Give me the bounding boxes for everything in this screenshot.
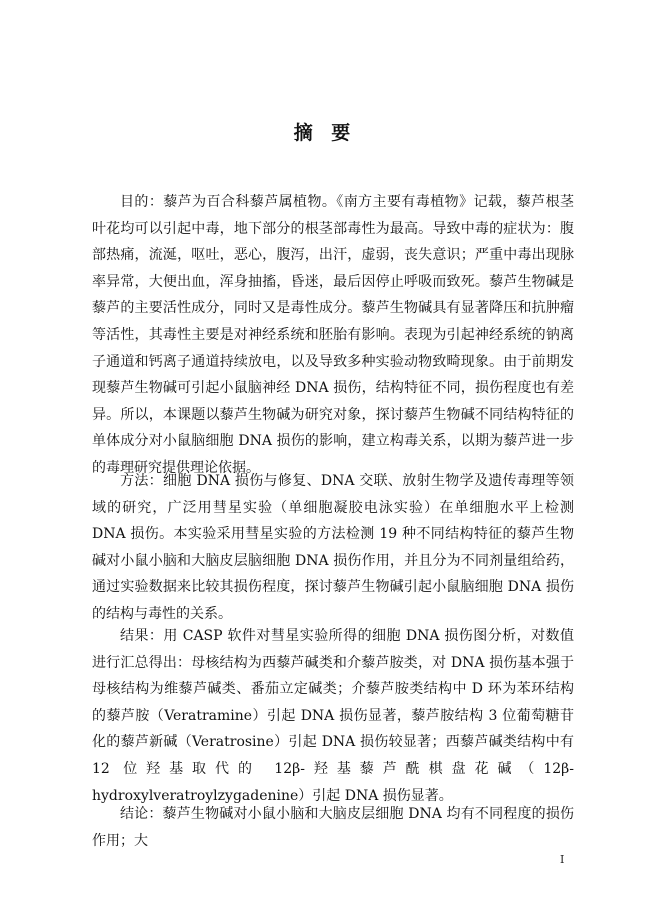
paragraph-result: 结果：用 CASP 软件对彗星实验所得的细胞 DNA 损伤图分析，对数值进行汇总得出：母核结构为西藜芦碱类和介藜芦胺类，对 DNA 损伤基本强于母核结构为维藜芦碱类、番茄立定碱类；介藜芦胺类结构中 D 环为苯环结构的藜芦胺（Veratramine）引起 DNA 损伤显著，藜芦胺结构 3 位葡萄糖苷化的藜芦新碱（Veratrosine）引起 DNA 损伤较显著；西藜芦碱类结构中有 12 位羟基取代的 12β-羟基藜芦酰棋盘花碱（12β-hydroxylveratroylzygadenine）引起 DNA 损伤显著。 (92, 628, 574, 804)
paragraph-objective: 目的：藜芦为百合科藜芦属植物。《南方主要有毒植物》记载，藜芦根茎叶花均可以引起中毒，地下部分的根茎部毒性为最高。导致中毒的症状为：腹部热痛，流涎，呕吐，恶心，腹泻，出汗，虚弱，丧失意识；严重中毒出现脉率异常，大便出血，浑身抽搐，昏迷，最后因停止呼吸而致死。藜芦生物碱是藜芦的主要活性成分，同时又是毒性成分。藜芦生物碱具有显著降压和抗肿瘤等活性，其毒性主要是对神经系统和胚胎有影响。表现为引起神经系统的钠离子通道和钙离子通道持续放电，以及导致多种实验动物致畸现象。由于前期发现藜芦生物碱可引起小鼠脑神经 DNA 损伤，结构特征不同，损伤程度也有差异。所以，本课题以藜芦生物碱为研究对象，探讨藜芦生物碱不同结构特征的单体成分对小鼠脑细胞 DNA 损伤的影响，建立构毒关系，以期为藜芦进一步的毒理研究提供理论依据。 (92, 194, 574, 476)
page-title: 摘 要 (293, 122, 357, 144)
paragraph-conclusion: 结论：藜芦生物碱对小鼠小脑和大脑皮层细胞 DNA 均有不同程度的损伤作用；大 (92, 806, 574, 849)
paragraph-method: 方法：细胞 DNA 损伤与修复、DNA 交联、放射生物学及遗传毒理等领域的研究，广泛用彗星实验（单细胞凝胶电泳实验）在单细胞水平上检测 DNA 损伤。本实验采用彗星实验的方法检测 19 种不同结构特征的藜芦生物碱对小鼠小脑和大脑皮层脑细胞 DNA 损伤作用，并且分为不同剂量组给药，通过实验数据来比较其损伤程度，探讨藜芦生物碱引起小鼠脑细胞 DNA 损伤的结构与毒性的关系。 (92, 473, 574, 622)
page-number: I (560, 853, 565, 866)
